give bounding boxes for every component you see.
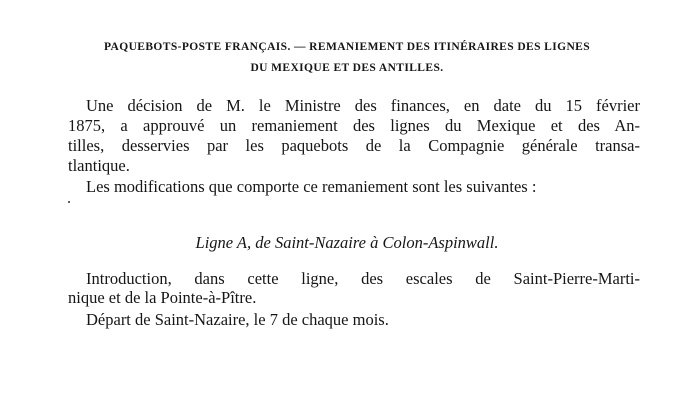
paragraph-1-line-2: 1875, a approuvé un remaniement des lignes du Mexique et des An- [68,116,640,135]
paragraph-3-line-1: Introduction, dans cette ligne, des escales de Saint-Pierre-Marti- [86,269,640,288]
paragraph-1-line-4: tlantique. [68,156,130,175]
paragraph-3-line-2: nique et de la Pointe-à-Pître. [68,288,257,307]
section-heading: Ligne A, de Saint-Nazaire à Colon-Aspinwall. [195,233,499,252]
document-title-line-1: PAQUEBOTS-POSTE FRANÇAIS. — REMANIEMENT DES ITINÉRAIRES DES LIGNES [103,41,591,53]
paragraph-2-line-1: Les modifications que comporte ce remaniement sont les suivantes : [86,177,537,196]
document-title-line-2: DU MEXIQUE ET DES ANTILLES. [250,62,444,74]
paragraph-1-line-1: Une décision de M. le Ministre des finances, en date du 15 février [86,96,640,115]
paragraph-1-line-3: tilles, desservies par les paquebots de la Compagnie générale transa- [68,136,640,155]
paragraph-4-line-1: Départ de Saint-Nazaire, le 7 de chaque mois. [86,310,389,329]
stray-mark [68,201,70,203]
